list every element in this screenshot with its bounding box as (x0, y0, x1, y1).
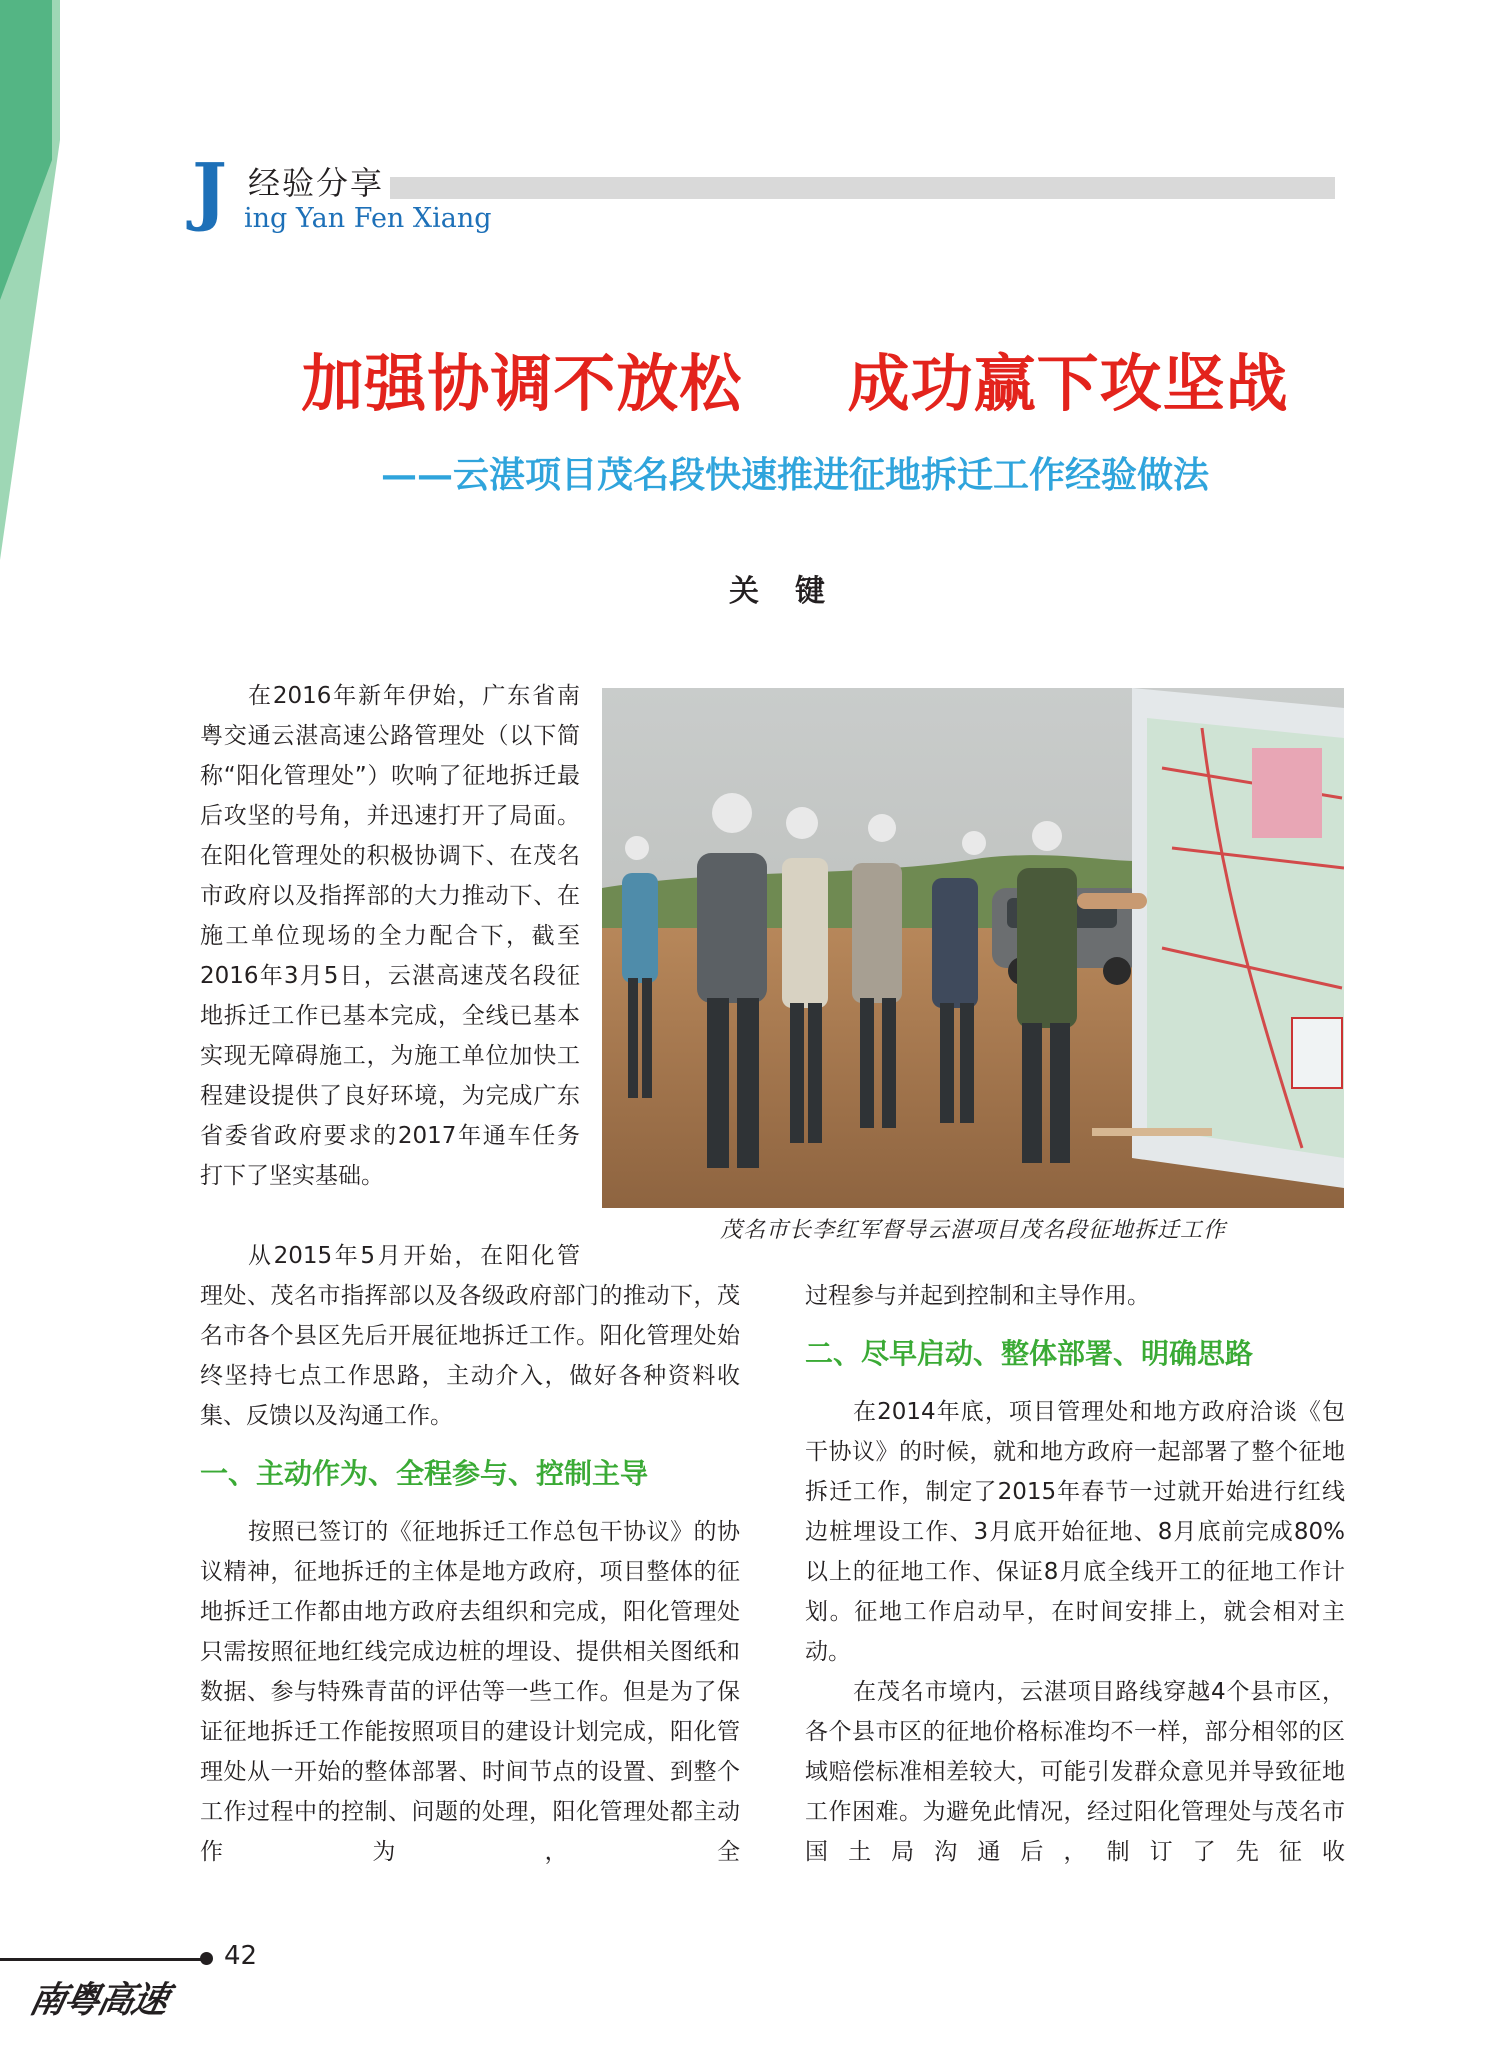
footer-dot (200, 1952, 213, 1965)
section-1-paragraph: 按照已签订的《征地拆迁工作总包干协议》的协议精神，征地拆迁的主体是地方政府，项目整体的征地拆迁工作都由地方政府去组织和完成，阳化管理处只需按照征地红线完成边桩的埋设、提供相关图纸和数据、参与特殊青苗的评估等一些工作。但是为了保证征地拆迁工作能按照项目的建设计划完成，阳化管理处从一开始的整体部署、时间节点的设置、到整个工作过程中的控制、问题的处理，阳化管理处都主动作为，全 (200, 1519, 740, 1865)
intro-column (200, 676, 580, 1196)
section-header-pinyin: ing Yan Fen Xiang (244, 203, 492, 234)
intro-paragraph-2-first-line: 从2015年5月开始，在阳化管 (248, 1243, 580, 1269)
section-2-paragraph-1: 在2014年底，项目管理处和地方政府洽谈《包干协议》的时候，就和地方政府一起部署了整个征地拆迁工作，制定了2015年春节一过就开始进行红线边桩埋设工作、3月底开始征地、8月底前完成80%以上的征地工作、保证8月底全线开工的征地工作计划。征地工作启动早，在时间安排上，就会相对主动。 (805, 1399, 1345, 1665)
magazine-logo: 南粤高速 (25, 1979, 171, 2021)
intro-paragraph-2-start (200, 1236, 580, 1276)
article-author: 关键 (729, 574, 861, 609)
intro-paragraph: 在2016年新年伊始，广东省南粤交通云湛高速公路管理处（以下简称“阳化管理处”）吹响了征地拆迁最后攻坚的号角，并迅速打开了局面。在阳化管理处的积极协调下、在茂名市政府以及指挥部的大力推动下、在施工单位现场的全力配合下，截至2016年3月5日，云湛高速茂名段征地拆迁工作已基本完成，全线已基本实现无障碍施工，为施工单位加快工程建设提供了良好环境，为完成广东省委省政府要求的2017年通车任务打下了坚实基础。 (200, 683, 580, 1189)
left-edge-decoration (0, 0, 60, 2050)
left-column (200, 1276, 740, 1872)
section-header-title: 经验分享 (248, 164, 390, 202)
right-column (805, 1276, 1345, 1872)
section-heading-2: 二、尽早启动、整体部署、明确思路 (805, 1337, 1254, 1370)
article-photo (602, 688, 1344, 1208)
section-1-continuation: 过程参与并起到控制和主导作用。 (805, 1283, 1150, 1309)
page-number: 42 (224, 1941, 258, 1971)
site-inspection-photo (602, 688, 1344, 1208)
section-2-paragraph-2: 在茂名市境内，云湛项目路线穿越4个县市区，各个县市区的征地价格标准均不一样，部分相邻的区域赔偿标准相差较大，可能引发群众意见并导致征地工作困难。为避免此情况，经过阳化管理处与茂名市国土局沟通后，制订了先征收 (805, 1679, 1345, 1865)
section-header-initial: J (192, 148, 228, 234)
section-heading-1: 一、主动作为、全程参与、控制主导 (200, 1457, 649, 1490)
photo-caption: 茂名市长李红军督导云湛项目茂名段征地拆迁工作 (719, 1218, 1226, 1243)
footer-rule (0, 1958, 206, 1961)
article-subtitle: ——云湛项目茂名段快速推进征地拆迁工作经验做法 (380, 454, 1209, 496)
section-header-bar (276, 177, 1335, 199)
intro-paragraph-2-rest: 理处、茂名市指挥部以及各级政府部门的推动下，茂名市各个县区先后开展征地拆迁工作。阳化管理处始终坚持七点工作思路，主动介入，做好各种资料收集、反馈以及沟通工作。 (200, 1283, 740, 1429)
article-title: 加强协调不放松 成功赢下攻坚战 (301, 347, 1289, 420)
